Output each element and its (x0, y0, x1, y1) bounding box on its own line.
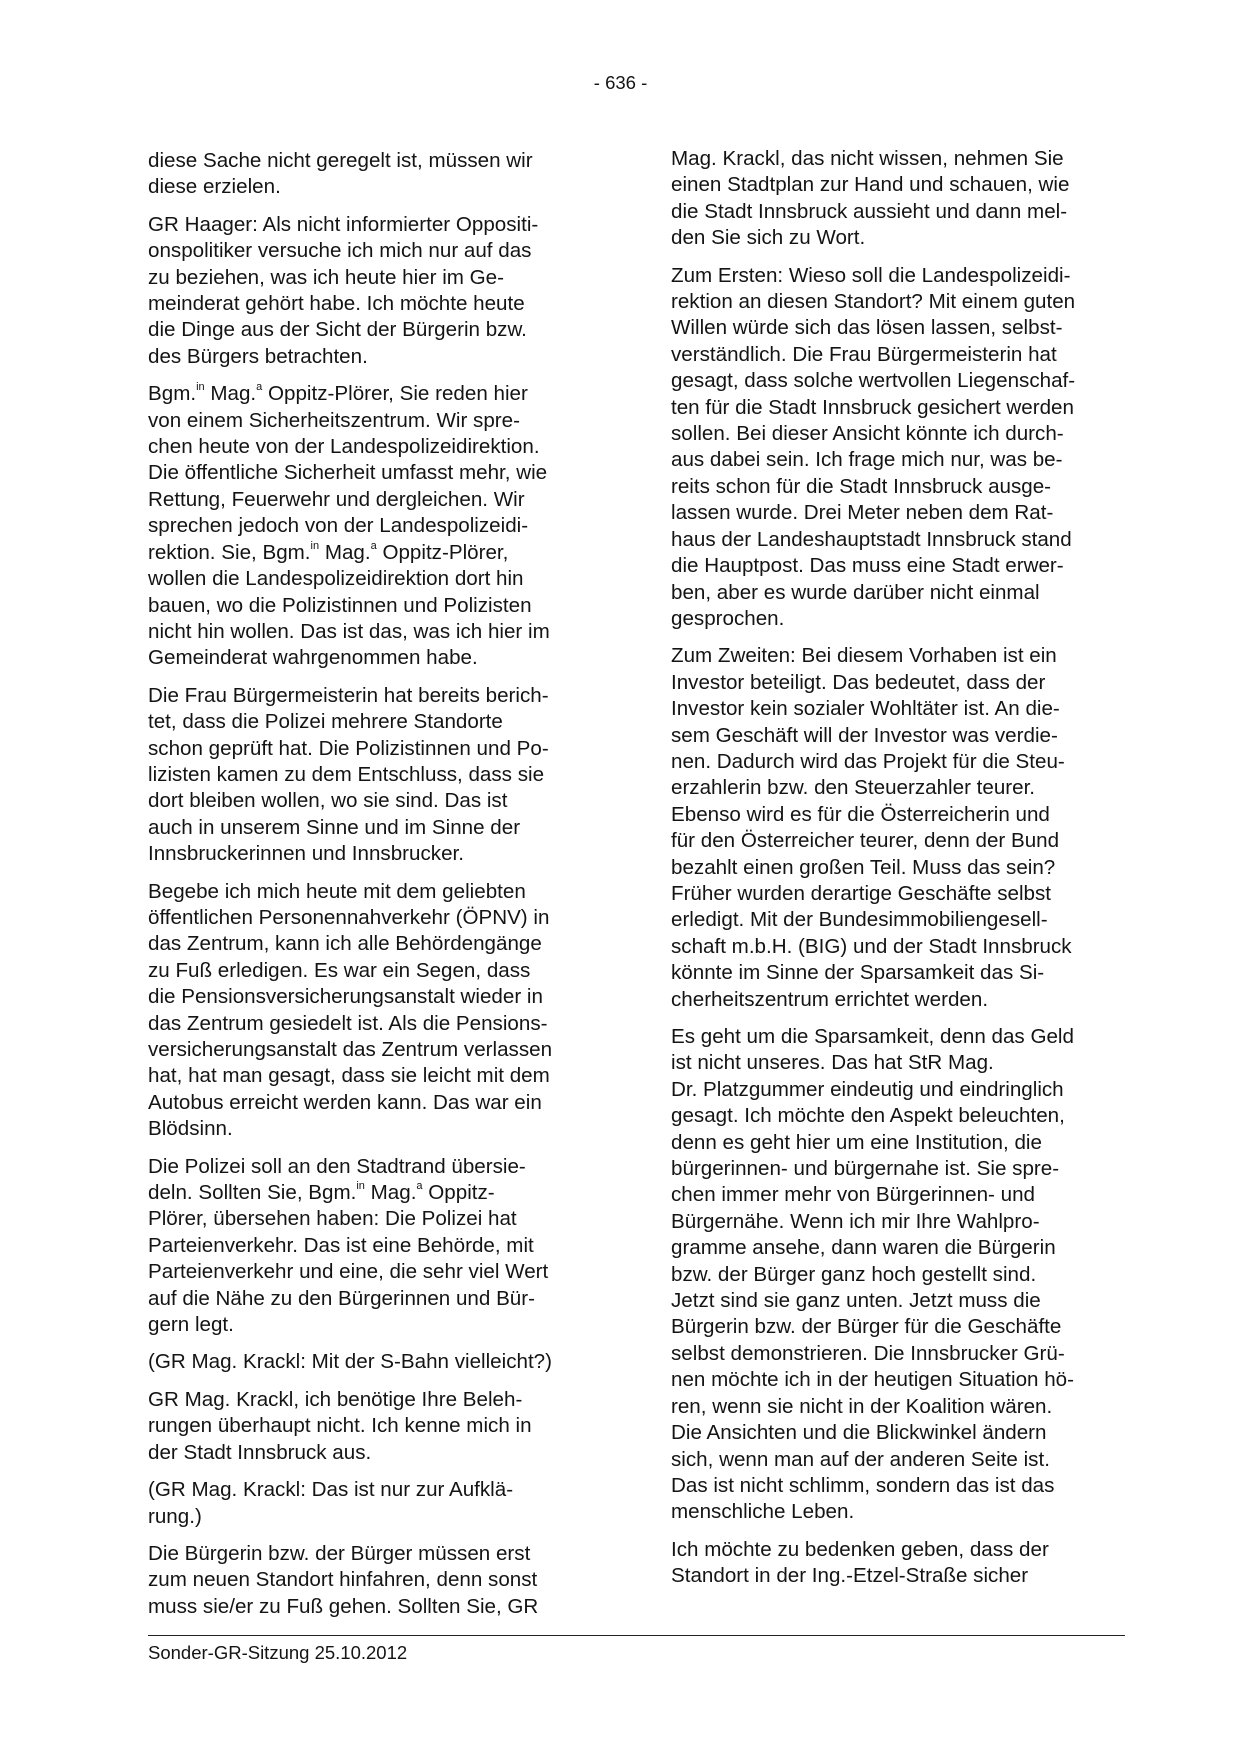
superscript: a (416, 1180, 423, 1193)
text-line (148, 1180, 603, 1206)
paragraph (671, 1024, 1126, 1526)
text-line: Zum Ersten: Wieso soll die Landespolizeidi- (671, 263, 1071, 287)
text-line: versicherungsanstalt das Zentrum verlassen (148, 1038, 553, 1061)
text-line: Die Polizei soll an den Stadtrand übersie- (148, 1154, 526, 1178)
superscript: in (310, 539, 320, 552)
text-line: diese erzielen. (148, 175, 281, 199)
text-line: Investor kein sozialer Wohltäter ist. An die- (671, 697, 1060, 721)
text-line: auch in unserem Sinne und im Sinne der (148, 815, 521, 839)
text-line: Gemeinderat wahrgenommen habe. (148, 646, 478, 670)
text-line: Begebe ich mich heute mit dem geliebten (148, 879, 526, 903)
paragraph (671, 1537, 1126, 1590)
text-line: die Hauptpost. Das muss eine Stadt erwer- (671, 554, 1064, 578)
text-segment: Bgm. (148, 382, 197, 406)
text-line: nen möchte ich in der heutigen Situation hö- (671, 1368, 1074, 1392)
text-line: Jetzt sind sie ganz unten. Jetzt muss die (671, 1289, 1041, 1313)
text-line: tet, dass die Polizei mehrere Standorte (148, 710, 503, 734)
text-line: lassen wurde. Drei Meter neben dem Rat- (671, 501, 1054, 525)
footer-text: Sonder-GR-Sitzung 25.10.2012 (148, 1642, 408, 1663)
text-line: chen heute von der Landespolizeidirektion. (148, 435, 540, 459)
text-line: (GR Mag. Krackl: Das ist nur zur Aufklä- (148, 1478, 514, 1502)
text-line: dort bleiben wollen, wo sie sind. Das ist (148, 789, 508, 813)
text-line: cherheitszentrum errichtet werden. (671, 987, 989, 1011)
text-line: reits schon für die Stadt Innsbruck ausge- (671, 474, 1052, 498)
text-line: gesagt. Ich möchte den Aspekt beleuchten, (671, 1104, 1065, 1128)
text-line: die Dinge aus der Sicht der Bürgerin bzw. (148, 318, 527, 342)
text-line: der Stadt Innsbruck aus. (148, 1440, 372, 1464)
text-line: rektion an diesen Standort? Mit einem guten (671, 290, 1076, 314)
text-line: Zum Zweiten: Bei diesem Vorhaben ist ein (671, 644, 1057, 668)
text-line: Die öffentliche Sicherheit umfasst mehr, wie (148, 461, 548, 485)
text-line: Die Bürgerin bzw. der Bürger müssen erst (148, 1541, 531, 1565)
text-line: Innsbruckerinnen und Innsbrucker. (148, 842, 464, 866)
text-line: Dr. Platzgummer eindeutig und eindringlich (671, 1077, 1064, 1101)
paragraph (148, 1477, 603, 1530)
left-column (148, 148, 603, 1631)
text-line: Ebenso wird es für die Österreicherin und (671, 802, 1050, 826)
text-line: ist nicht unseres. Das hat StR Mag. (671, 1051, 994, 1075)
text-line: rungen überhaupt nicht. Ich kenne mich in (148, 1414, 532, 1438)
text-segment: Oppitz- (422, 1181, 495, 1205)
text-line: muss sie/er zu Fuß gehen. Sollten Sie, GR (148, 1594, 539, 1618)
text-line: rung.) (148, 1504, 202, 1528)
text-line: Bürgerin bzw. der Bürger für die Geschäfte (671, 1315, 1062, 1339)
paragraph (148, 683, 603, 868)
text-line: gesprochen. (671, 606, 785, 630)
page-number: - 636 - (593, 72, 648, 93)
text-line: das Zentrum gesiedelt ist. Als die Pensions- (148, 1011, 548, 1035)
text-line: menschliche Leben. (671, 1500, 855, 1524)
text-line: sich, wenn man auf der anderen Seite ist. (671, 1447, 1050, 1471)
text-line: Ich möchte zu bedenken geben, dass der (671, 1537, 1049, 1561)
text-line: auf die Nähe zu den Bürgerinnen und Bür- (148, 1286, 535, 1310)
paragraph (148, 381, 603, 671)
text-line: Investor beteiligt. Das bedeutet, dass der (671, 670, 1046, 694)
text-line: haus der Landeshauptstadt Innsbruck stand (671, 527, 1072, 551)
text-line: Die Ansichten und die Blickwinkel ändern (671, 1421, 1047, 1445)
text-line: Standort in der Ing.-Etzel-Straße sicher (671, 1564, 1029, 1588)
text-segment: Mag. (319, 540, 371, 564)
text-line: selbst demonstrieren. Die Innsbrucker Grü- (671, 1341, 1065, 1365)
text-line: ren, wenn sie nicht in der Koalition wären. (671, 1394, 1053, 1418)
footer-divider (148, 1635, 1125, 1636)
text-line: aus dabei sein. Ich frage mich nur, was be- (671, 448, 1063, 472)
text-line: diese Sache nicht geregelt ist, müssen wir (148, 149, 533, 172)
text-line: die Pensionsversicherungsanstalt wieder in (148, 985, 543, 1009)
paragraph (148, 1387, 603, 1466)
text-line: Mag. Krackl, das nicht wissen, nehmen Sie (671, 147, 1064, 170)
text-line: Früher wurden derartige Geschäfte selbst (671, 881, 1052, 905)
text-line: GR Mag. Krackl, ich benötige Ihre Beleh- (148, 1387, 523, 1411)
text-line: die Stadt Innsbruck aussieht und dann mel- (671, 199, 1068, 223)
superscript: in (356, 1180, 365, 1193)
text-line: lizisten kamen zu dem Entschluss, dass sie (148, 762, 545, 786)
text-line: bzw. der Bürger ganz hoch gestellt sind. (671, 1262, 1037, 1286)
text-line: onspolitiker versuche ich mich nur auf das (148, 239, 532, 263)
paragraph (671, 263, 1126, 633)
paragraph (671, 146, 1126, 252)
text-line: hat, hat man gesagt, dass sie leicht mit dem (148, 1064, 550, 1088)
text-line: zu Fuß erledigen. Es war ein Segen, dass (148, 958, 531, 982)
superscript: in (196, 381, 205, 394)
text-line: ten für die Stadt Innsbruck gesichert werden (671, 395, 1074, 419)
text-line: Das ist nicht schlimm, sondern das ist das (671, 1473, 1055, 1497)
superscript: a (370, 539, 377, 552)
text-line: Rettung, Feuerwehr und dergleichen. Wir (148, 487, 525, 511)
text-line: meinderat gehört habe. Ich möchte heute (148, 292, 525, 316)
text-line: den Sie sich zu Wort. (671, 226, 866, 250)
text-line: bezahlt einen großen Teil. Muss das sein? (671, 855, 1056, 879)
text-segment: Mag. (204, 382, 257, 406)
text-line: ben, aber es wurde darüber nicht einmal (671, 580, 1040, 604)
text-line: schaft m.b.H. (BIG) und der Stadt Innsbruck (671, 934, 1072, 958)
text-line: gesagt, dass solche wertvollen Liegenschaf- (671, 369, 1076, 393)
text-line: Parteienverkehr. Das ist eine Behörde, mit (148, 1233, 534, 1257)
paragraph (148, 1154, 603, 1339)
text-line: Die Frau Bürgermeisterin hat bereits berich- (148, 683, 549, 707)
text-line: schon geprüft hat. Die Polizistinnen und Po- (148, 736, 549, 760)
text-line: wollen die Landespolizeidirektion dort hin (148, 567, 524, 591)
text-line: für den Österreicher teurer, denn der Bund (671, 829, 1060, 853)
text-line: nen. Dadurch wird das Projekt für die Steu- (671, 749, 1065, 773)
text-line: erledigt. Mit der Bundesimmobiliengesell- (671, 908, 1048, 932)
paragraph (148, 212, 603, 370)
text-line: Plörer, übersehen haben: Die Polizei hat (148, 1207, 517, 1231)
text-line: zu beziehen, was ich heute hier im Ge- (148, 265, 504, 289)
text-line: sem Geschäft will der Investor was verdie- (671, 723, 1058, 747)
text-segment: Oppitz-Plörer, Sie reden hier (262, 382, 528, 406)
text-line: das Zentrum, kann ich alle Behördengänge (148, 932, 542, 956)
text-line: Autobus erreicht werden kann. Das war ein (148, 1090, 542, 1114)
text-segment: rektion. Sie, Bgm. (148, 540, 311, 564)
right-column (671, 146, 1126, 1601)
text-line: bauen, wo die Polizistinnen und Polizisten (148, 593, 532, 617)
text-line: verständlich. Die Frau Bürgermeisterin hat (671, 342, 1057, 366)
text-line: könnte im Sinne der Sparsamkeit das Si- (671, 961, 1045, 985)
text-line: von einem Sicherheitszentrum. Wir spre- (148, 408, 520, 432)
text-line: denn es geht hier um eine Institution, die (671, 1130, 1042, 1154)
text-segment: deln. Sollten Sie, Bgm. (148, 1181, 357, 1205)
text-line: Willen würde sich das lösen lassen, selbst- (671, 316, 1063, 340)
text-line: Blödsinn. (148, 1117, 233, 1141)
text-line: sprechen jedoch von der Landespolizeidi- (148, 514, 529, 538)
text-line: einen Stadtplan zur Hand und schauen, wie (671, 173, 1070, 197)
text-line (148, 540, 603, 566)
text-line (148, 381, 603, 407)
paragraph (671, 643, 1126, 1013)
text-line: GR Haager: Als nicht informierter Oppositi- (148, 212, 539, 236)
text-segment: Oppitz-Plörer, (376, 540, 509, 564)
text-line: erzahlerin bzw. den Steuerzahler teurer. (671, 776, 1036, 800)
text-line: chen immer mehr von Bürgerinnen- und (671, 1183, 1036, 1207)
text-line: nicht hin wollen. Das ist das, was ich hier im (148, 619, 550, 643)
paragraph (148, 1541, 603, 1620)
text-segment: Mag. (364, 1181, 417, 1205)
text-line: bürgerinnen- und bürgernahe ist. Sie spre- (671, 1157, 1060, 1181)
paragraph (148, 879, 603, 1143)
paragraph (148, 148, 603, 201)
paragraph (148, 1349, 603, 1375)
text-line: (GR Mag. Krackl: Mit der S-Bahn vielleicht?) (148, 1350, 552, 1374)
text-line: gramme ansehe, dann waren die Bürgerin (671, 1236, 1056, 1260)
text-line: zum neuen Standort hinfahren, denn sonst (148, 1568, 538, 1592)
superscript: a (256, 381, 263, 394)
text-line: des Bürgers betrachten. (148, 344, 368, 368)
text-line: Es geht um die Sparsamkeit, denn das Geld (671, 1025, 1074, 1048)
text-line: Bürgernähe. Wenn ich mir Ihre Wahlpro- (671, 1209, 1040, 1233)
text-line: Parteienverkehr und eine, die sehr viel Wert (148, 1260, 549, 1284)
text-line: sollen. Bei dieser Ansicht könnte ich durch- (671, 422, 1064, 446)
text-line: öffentlichen Personennahverkehr (ÖPNV) in (148, 905, 550, 929)
text-line: gern legt. (148, 1313, 234, 1337)
